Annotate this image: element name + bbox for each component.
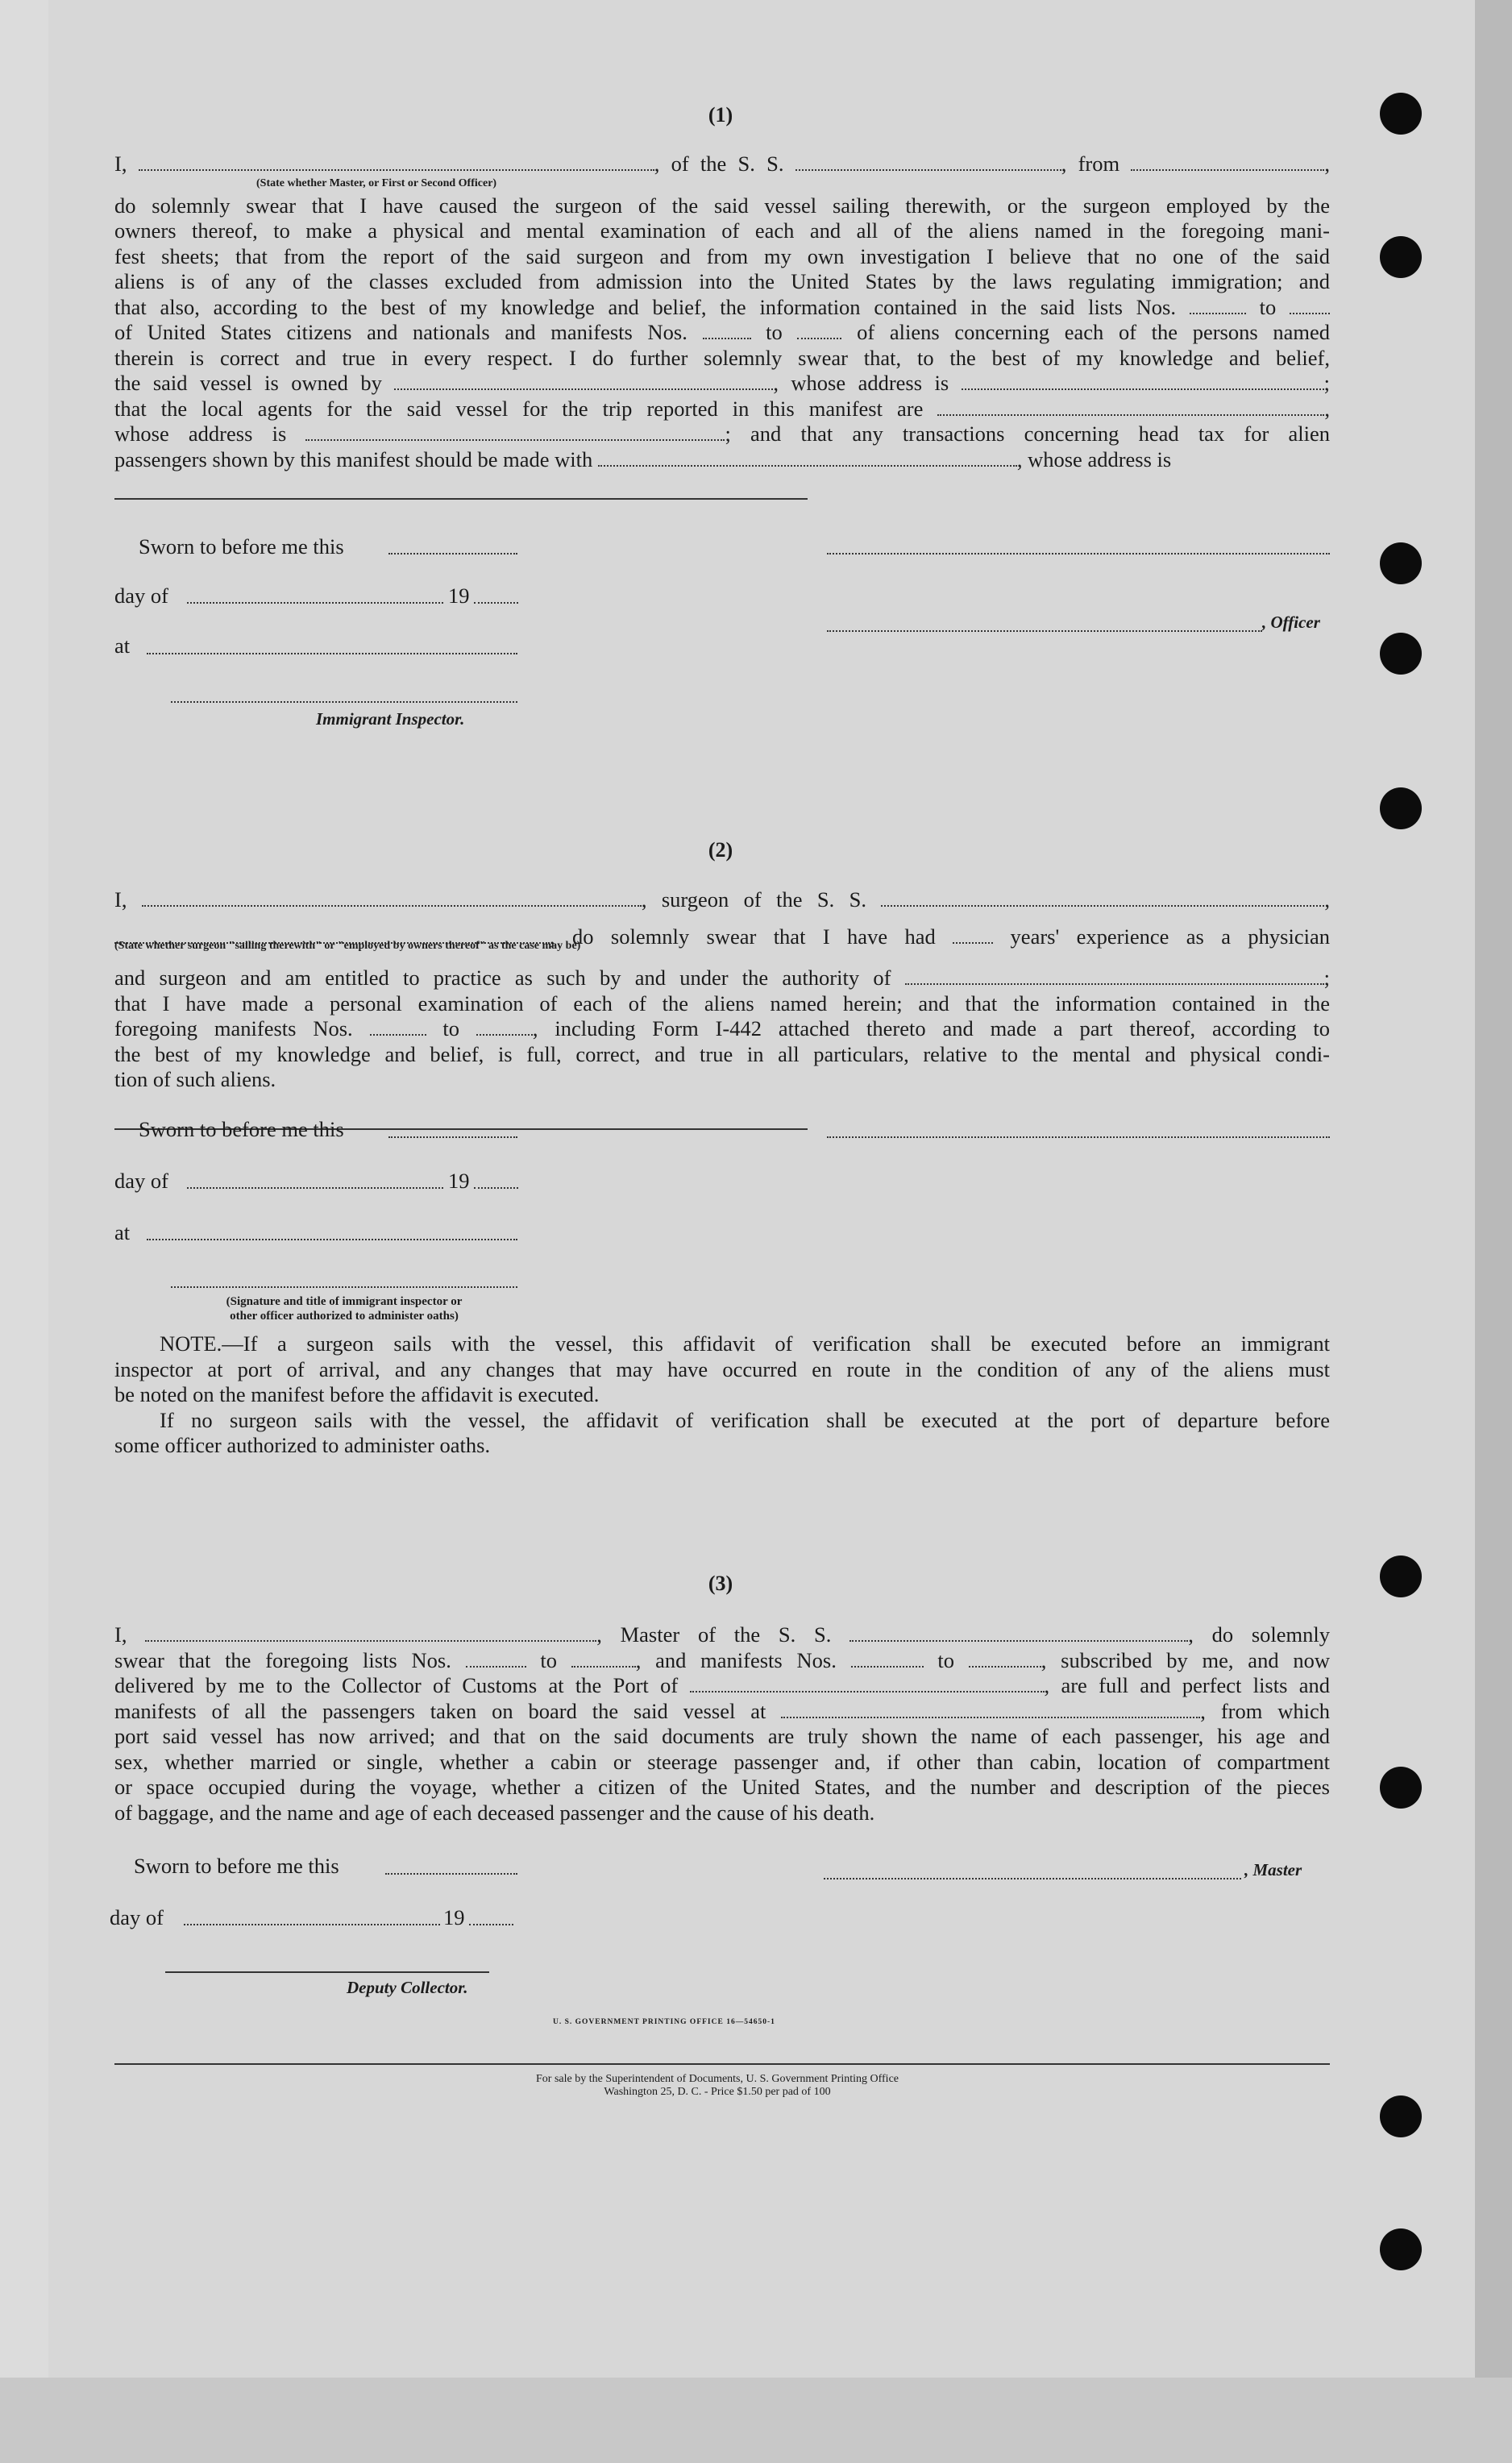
surgeon-signature-field[interactable] <box>171 1286 517 1288</box>
form-text: I, <box>114 1622 146 1647</box>
fill-in-field[interactable] <box>145 1624 596 1642</box>
page-bottom-margin <box>0 2378 1512 2463</box>
signature-caption <box>161 1294 527 1323</box>
at-field[interactable] <box>147 653 517 654</box>
form-text: , surgeon of the S. S. <box>641 887 882 912</box>
fill-in-field[interactable] <box>849 1624 1188 1642</box>
signature-caption-line-2: other officer authorized to administer oaths) <box>230 1310 459 1323</box>
sworn-date-field[interactable] <box>388 553 517 554</box>
form-text: sex, whether married or single, whether a cabin or steerage passenger and, if other than cabin, location of compartment <box>114 1749 1330 1774</box>
form-text: , <box>1324 396 1330 421</box>
signature-caption-line-1: (Signature and title of immigrant inspector or <box>226 1295 463 1308</box>
fill-in-field[interactable] <box>781 1701 1200 1718</box>
form-text: the said vessel is owned by <box>114 371 395 395</box>
form-text: inspector at port of arrival, and any changes that may have occurred en route in the condition of any of the aliens must <box>114 1356 1330 1381</box>
form-line <box>114 1331 1330 1357</box>
form-text: I, <box>114 152 139 176</box>
fill-in-field[interactable] <box>305 423 725 441</box>
section-2-caption: (State whether surgeon "sailing therewith" or "employed by owners thereof" as the case may be) <box>114 940 581 952</box>
section-1-caption: (State whether Master, or First or Second Officer) <box>256 177 497 189</box>
fill-in-field[interactable] <box>1190 297 1246 314</box>
form-line <box>114 447 1330 473</box>
form-text: the best of my knowledge and belief, is full, correct, and true in all particulars, relative to the mental and physical condi- <box>114 1041 1330 1066</box>
gpo-imprint: U. S. GOVERNMENT PRINTING OFFICE 16—54650-1 <box>553 2018 775 2026</box>
bleed-through-text <box>854 496 869 523</box>
section-1-affidavit <box>114 152 1330 472</box>
at-label: at <box>114 633 131 658</box>
fill-in-field[interactable] <box>394 372 773 390</box>
fill-in-field[interactable] <box>937 398 1324 416</box>
section-2-affidavit <box>114 887 1330 1093</box>
form-text: , do solemnly <box>1188 1622 1330 1647</box>
form-text: , whose address is <box>1016 446 1172 471</box>
day-of-field[interactable] <box>187 1187 443 1189</box>
punch-hole <box>1380 542 1422 584</box>
form-line <box>114 397 1330 422</box>
form-line <box>114 1042 1330 1068</box>
form-text: fest sheets; that from the report of the said surgeon and from my own investigation I believe that no one of the said <box>114 243 1330 268</box>
deputy-signature-field[interactable] <box>165 1971 489 1973</box>
form-text: ; <box>1323 371 1330 395</box>
form-text: that also, according to the best of my knowledge and belief, the information contained in the said lists Nos. <box>114 294 1190 319</box>
form-line <box>114 991 1330 1017</box>
form-text: , from <box>1061 152 1132 176</box>
form-line <box>114 346 1330 372</box>
form-line <box>114 152 1330 177</box>
form-line <box>114 1382 1330 1408</box>
punch-hole <box>1380 1555 1422 1597</box>
form-line <box>114 320 1330 346</box>
form-text: swear that the foregoing lists Nos. <box>114 1647 466 1672</box>
fill-in-field[interactable] <box>905 967 1324 985</box>
fill-in-field[interactable] <box>476 1018 533 1036</box>
fill-in-field[interactable] <box>851 1650 924 1668</box>
footer-text <box>403 2073 1032 2099</box>
form-text: aliens is of any of the classes excluded from admission into the United States by the laws regulating immigration; and <box>114 269 1330 293</box>
form-text: to <box>1245 294 1290 319</box>
form-line <box>114 1699 1330 1725</box>
fill-in-field[interactable] <box>953 926 993 944</box>
fill-in-field[interactable] <box>142 889 642 907</box>
day-of-field[interactable] <box>187 602 443 604</box>
officer-signature-field[interactable] <box>827 630 1262 632</box>
form-line <box>114 244 1330 270</box>
sworn-date-field[interactable] <box>388 1136 517 1138</box>
punch-hole <box>1380 2228 1422 2270</box>
form-text: If no surgeon sails with the vessel, the affidavit of verification shall be executed at the port of departure before <box>160 1407 1330 1432</box>
at-field[interactable] <box>147 1239 517 1240</box>
form-text: passengers shown by this manifest should be made with <box>114 446 598 471</box>
form-line <box>114 1067 1330 1093</box>
form-text: , do solemnly swear that I have had <box>550 924 953 949</box>
form-text: and surgeon and am entitled to practice as such by and under the authority of <box>114 966 905 990</box>
form-text: years' experience as a physician <box>993 924 1330 949</box>
form-line <box>114 887 1330 913</box>
form-line <box>114 1673 1330 1699</box>
fill-in-field[interactable] <box>962 372 1324 390</box>
fill-in-field[interactable] <box>797 322 841 339</box>
fill-in-field[interactable] <box>598 449 1017 467</box>
year-field[interactable] <box>469 1924 513 1925</box>
form-text: , are full and perfect lists and <box>1044 1673 1330 1697</box>
section-3-affidavit <box>114 1622 1330 1825</box>
form-text: , subscribed by me, and now <box>1041 1647 1330 1672</box>
officer-label: , Officer <box>1262 613 1320 632</box>
form-text: to <box>426 1016 476 1040</box>
form-text: some officer authorized to administer oaths. <box>114 1433 491 1457</box>
form-text: that I have made a personal examination of each of the aliens named herein; and that the information contained in the <box>114 991 1330 1016</box>
form-text: that the local agents for the said vessel for the trip reported in this manifest are <box>114 396 938 421</box>
note-paragraph <box>114 1331 1330 1459</box>
sworn-label: Sworn to before me this <box>139 1117 344 1141</box>
form-text: of United States citizens and nationals and manifests Nos. <box>114 320 703 344</box>
form-text: delivered by me to the Collector of Customs at the Port of <box>114 1673 690 1697</box>
form-text: NOTE.—If a surgeon sails with the vessel, this affidavit of verification shall be executed before an immigrant <box>160 1331 1330 1356</box>
form-text: to <box>923 1647 969 1672</box>
form-line <box>114 1408 1330 1434</box>
form-line <box>114 1433 1330 1459</box>
form-text: of aliens concerning each of the persons named <box>841 320 1330 344</box>
form-line <box>114 1801 1330 1826</box>
day-of-label: day of <box>114 1169 168 1193</box>
form-line <box>114 1016 1330 1042</box>
form-text: do solemnly swear that I have caused the surgeon of the said vessel sailing therewith, or the surgeon employed by the <box>114 193 1330 218</box>
at-label: at <box>114 1220 131 1244</box>
master-signature-field[interactable] <box>824 1878 1241 1879</box>
form-text: ; and that any transactions concerning head tax for alien <box>725 422 1330 446</box>
officer-field-1[interactable] <box>827 553 1330 554</box>
form-line <box>114 295 1330 321</box>
punch-hole <box>1380 787 1422 829</box>
fill-in-field[interactable] <box>466 1650 526 1668</box>
form-text: to <box>525 1647 571 1672</box>
form-text: whose address is <box>114 422 306 446</box>
fill-in-field[interactable] <box>795 153 1061 171</box>
punch-hole <box>1380 236 1422 278</box>
fill-in-field[interactable] <box>1131 153 1324 171</box>
day-of-field[interactable] <box>184 1924 440 1925</box>
form-text: tion of such aliens. <box>114 1067 276 1091</box>
form-line <box>114 1724 1330 1750</box>
sworn-label: Sworn to before me this <box>134 1854 339 1878</box>
fill-in-field[interactable] <box>881 889 1324 907</box>
fill-in-field[interactable] <box>571 1650 636 1668</box>
form-text: of baggage, and the name and age of each deceased passenger and the cause of his death. <box>114 1800 875 1825</box>
fill-in-field[interactable] <box>690 1675 1045 1693</box>
inspector-label: Immigrant Inspector. <box>316 709 465 729</box>
page-edge <box>1475 0 1512 2463</box>
punch-hole <box>1380 1767 1422 1809</box>
fill-in-field[interactable] <box>139 153 654 171</box>
form-text: , whose address is <box>773 371 962 395</box>
fill-in-field[interactable] <box>969 1650 1041 1668</box>
inspector-signature-field[interactable] <box>171 701 517 703</box>
year-label: 19 <box>448 1169 470 1193</box>
punch-hole <box>1380 633 1422 675</box>
form-line <box>114 1622 1330 1648</box>
footer-rule <box>114 2063 1330 2065</box>
day-of-label: day of <box>114 584 168 608</box>
form-line <box>114 422 1330 447</box>
form-line <box>114 1648 1330 1674</box>
master-label: , Master <box>1244 1860 1302 1879</box>
form-text: port said vessel has now arrived; and that on the said documents are truly shown the name of each passenger, his age and <box>114 1724 1330 1748</box>
form-text: , <box>1324 152 1330 176</box>
form-text: , including Form I-442 attached thereto and made a part thereof, according to <box>532 1016 1330 1040</box>
form-text: to <box>750 320 798 344</box>
fill-in-field[interactable] <box>1290 297 1330 314</box>
footer-line-2: Washington 25, D. C. - Price $1.50 per pad of 100 <box>604 2086 831 2098</box>
form-text: , and manifests Nos. <box>635 1647 851 1672</box>
form-text: foregoing manifests Nos. <box>114 1016 370 1040</box>
form-text: or space occupied during the voyage, whether a citizen of the United States, and the number and description of the pieces <box>114 1775 1330 1799</box>
footer-line-1: For sale by the Superintendent of Documents, U. S. Government Printing Office <box>536 2073 899 2085</box>
form-text: be noted on the manifest before the affidavit is executed. <box>114 1382 600 1406</box>
section-1-number: (1) <box>708 103 733 127</box>
form-text: ; <box>1323 966 1330 990</box>
form-line <box>114 218 1330 244</box>
form-text: therein is correct and true in every respect. I do further solemnly swear that, to the best of my knowledge and belief, <box>114 345 1330 370</box>
form-text: , Master of the S. S. <box>596 1622 850 1647</box>
sworn-date-field[interactable] <box>385 1873 517 1875</box>
form-text: owners thereof, to make a physical and mental examination of each and all of the aliens named in the foregoing mani- <box>114 218 1330 243</box>
section-3-number: (3) <box>708 1572 733 1595</box>
year-field[interactable] <box>474 1187 518 1189</box>
form-line <box>114 1357 1330 1383</box>
punch-hole <box>1380 93 1422 135</box>
year-label: 19 <box>443 1905 465 1929</box>
form-text: manifests of all the passengers taken on board the said vessel at <box>114 1698 782 1723</box>
fill-in-field[interactable] <box>370 1018 426 1036</box>
deputy-label: Deputy Collector. <box>347 1978 468 1997</box>
form-text: I, <box>114 887 142 912</box>
fill-in-field[interactable] <box>703 322 751 339</box>
form-line <box>114 269 1330 295</box>
form-line <box>114 193 1330 219</box>
form-line <box>114 1775 1330 1801</box>
form-text: , from which <box>1200 1698 1330 1723</box>
section-2-number: (2) <box>708 838 733 862</box>
surgeon-name-field[interactable] <box>827 1136 1330 1138</box>
year-field[interactable] <box>474 602 518 604</box>
punch-hole <box>1380 2095 1422 2137</box>
form-text: , <box>1324 887 1330 912</box>
form-line <box>114 1750 1330 1776</box>
form-line <box>114 966 1330 991</box>
day-of-label: day of <box>110 1905 164 1929</box>
form-line <box>114 371 1330 397</box>
form-text: , of the S. S. <box>654 152 795 176</box>
year-label: 19 <box>448 584 470 608</box>
sworn-label: Sworn to before me this <box>139 534 344 559</box>
divider-rule <box>114 498 808 500</box>
